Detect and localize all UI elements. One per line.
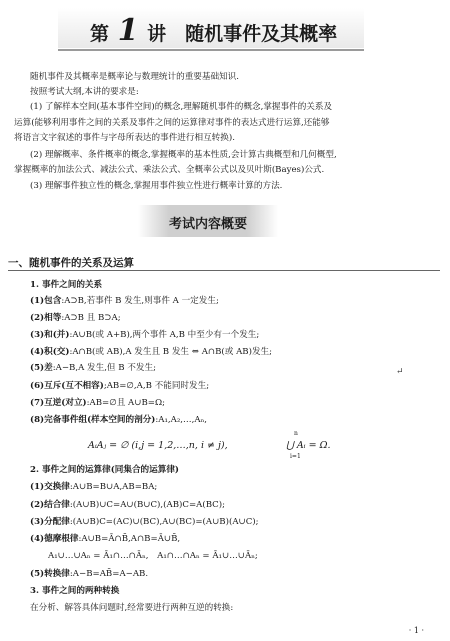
relation-2-text: :A⊃B 且 B⊃A; [61, 313, 121, 323]
law-1-text: :A∪B=B∪A,AB=BA; [69, 482, 158, 492]
law-5-text: :A−B=AB̄=A−AB. [69, 569, 149, 579]
chapter-title [90, 13, 337, 48]
relation-7-text: :AB=∅且 A∪B=Ω; [86, 398, 165, 408]
law-1-label: (1)交换律 [30, 482, 70, 492]
law-2-label: (2)结合律 [30, 500, 70, 510]
relation-7-label: (7)互逆(对立) [30, 398, 87, 408]
relation-4-text: :A∩B(或 AB),A 发生且 B 发生 ⇔ A∩B(或 AB)发生; [69, 347, 273, 357]
subheading-relations: 1. 事件之间的关系 [30, 280, 103, 290]
law-2-text: :(A∪B)∪C=A∪(B∪C),(AB)C=A(BC); [69, 500, 226, 510]
relation-8-label: (8)完备事件组(样本空间的剖分) [30, 415, 156, 425]
overview-title: 考试内容概要 [168, 217, 247, 232]
chapter-suffix: 讲 随机事件及其概率 [147, 23, 338, 45]
intro-line-4: 运算(能够利用事件之间的关系及事件之间的运算律对事件的表达式进行运算,还能够 [14, 118, 330, 128]
relation-1-label: (1)包含 [30, 296, 62, 306]
law-5 [30, 569, 148, 580]
section-rule [8, 270, 440, 271]
law-4-text: :A∪B=Ā∩B̄,A∩B=Ā∪B̄, [78, 534, 181, 544]
relation-5-label: (5)差 [30, 363, 53, 373]
section-title: 一、随机事件的关系及运算 [8, 257, 134, 269]
law-5-label: (5)转换律 [30, 569, 70, 579]
relation-4-label: (4)积(交) [30, 347, 70, 357]
relation-6 [30, 381, 209, 392]
law-3-label: (3)分配律 [30, 517, 70, 527]
return-mark: ↵ [396, 367, 404, 377]
relation-6-label: (6)互斥(互不相容) [30, 381, 104, 391]
law-4-label: (4)德摩根律 [30, 534, 79, 544]
law-2 [30, 500, 225, 511]
relation-3-label: (3)和(并) [30, 330, 70, 340]
partition-formula: AᵢAⱼ = ∅ (i,j = 1,2,…,n, i ≠ j), [88, 440, 228, 451]
partition-union: ⋃ Aᵢ = Ω. [286, 440, 331, 451]
law-1 [30, 482, 157, 493]
subheading-laws: 2. 事件之间的运算律(同集合的运算律) [30, 465, 180, 475]
subheading-conversions: 3. 事件之间的两种转换 [30, 586, 120, 596]
intro-line-2: 按照考试大纲,本讲的要求是: [30, 87, 139, 97]
partition-union-top: n [294, 430, 298, 437]
relation-2-label: (2)相等 [30, 313, 62, 323]
relation-1 [30, 296, 219, 307]
relation-3-text: :A∪B(或 A+B),两个事件 A,B 中至少有一个发生; [69, 330, 260, 340]
relation-5 [30, 363, 156, 374]
relation-4 [30, 347, 272, 358]
intro-line-8: (3) 理解事件独立性的概念,掌握用事件独立性进行概率计算的方法. [30, 181, 283, 191]
relation-5-text: :A−B,A 发生,但 B 不发生; [52, 363, 156, 373]
relation-7 [30, 398, 165, 409]
page-number: · 1 · [408, 626, 424, 635]
chapter-header [0, 8, 450, 52]
relation-8 [30, 415, 207, 426]
header-rule [58, 49, 364, 51]
intro-line-5: 将语言文字叙述的事件与字母所表达的事件进行相互转换). [14, 133, 235, 143]
relation-6-text: ;AB=∅,A,B 不能同时发生; [103, 381, 210, 391]
relation-3 [30, 330, 259, 341]
relation-8-text: :A₁,A₂,…,Aₙ, [155, 415, 208, 425]
intro-line-6: (2) 理解概率、条件概率的概念,掌握概率的基本性质,会计算古典概型和几何概型, [30, 150, 337, 160]
intro-line-7: 掌握概率的加法公式、减法公式、乘法公式、全概率公式以及贝叶斯(Bayes)公式. [14, 165, 325, 175]
chapter-number: 1 [117, 13, 139, 48]
law-3 [30, 517, 259, 528]
demorgan-extension: A₁∪…∪Aₙ = Ā₁∩…∩Āₙ, A₁∩…∩Aₙ = Ā₁∪…∪Āₙ; [48, 551, 258, 561]
partition-union-bottom: i=1 [290, 453, 301, 460]
law-3-text: :(A∪B)C=(AC)∪(BC),A∪(BC)=(A∪B)(A∪C); [69, 517, 259, 527]
law-4 [30, 534, 180, 545]
overview-band [138, 205, 278, 237]
chapter-prefix: 第 [90, 23, 110, 45]
last-line: 在分析、解答具体问题时,经常要进行两种互逆的转换: [30, 603, 234, 613]
intro-line-3: (1) 了解样本空间(基本事件空间)的概念,理解随机事件的概念,掌握事件的关系及 [30, 102, 333, 112]
intro-line-1: 随机事件及其概率是概率论与数理统计的重要基础知识. [30, 72, 239, 82]
relation-1-text: :A⊃B,若事件 B 发生,则事件 A 一定发生; [61, 296, 219, 306]
relation-2 [30, 313, 121, 324]
